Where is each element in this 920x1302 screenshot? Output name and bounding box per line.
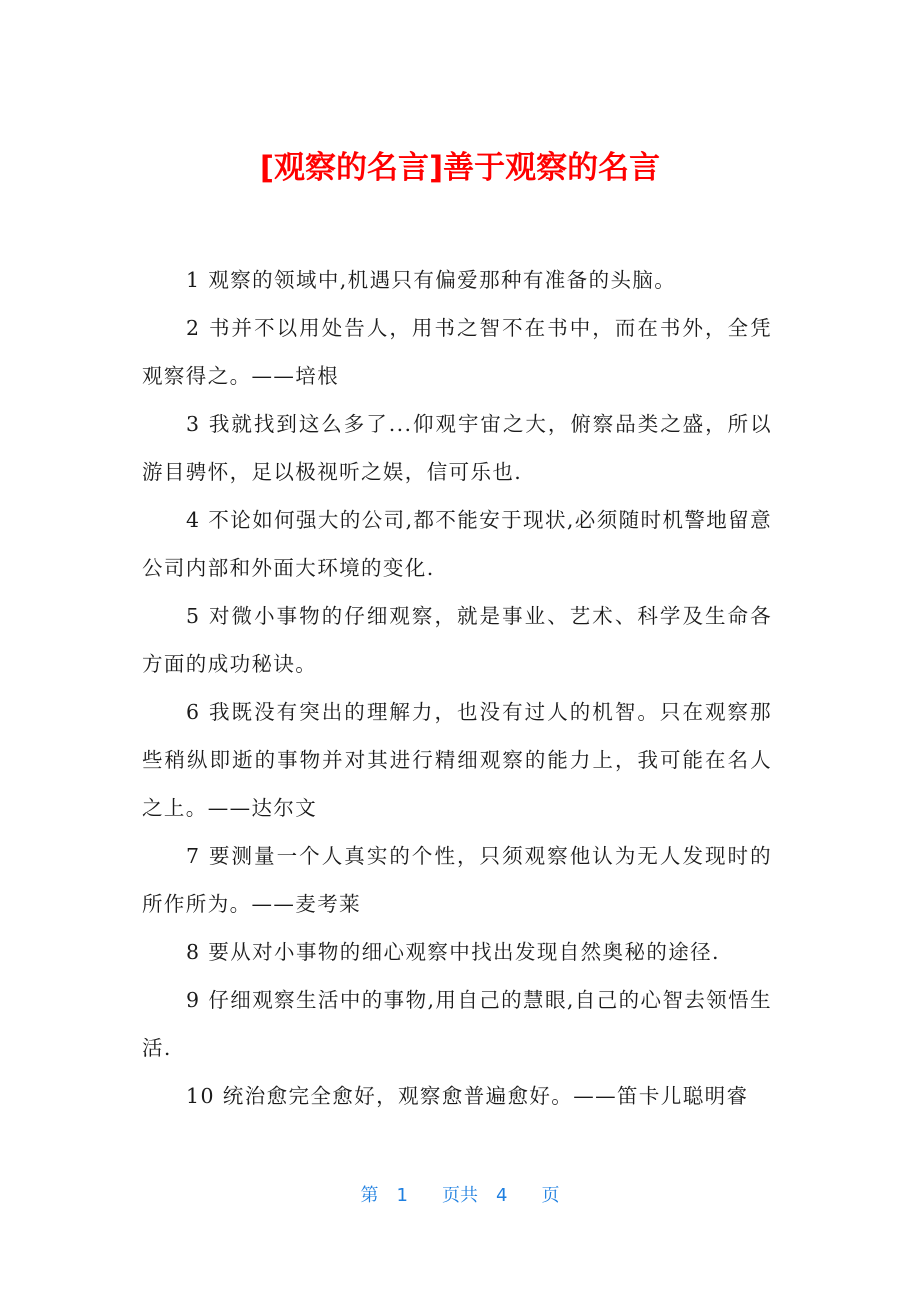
quote-paragraph-3: 3 我就找到这么多了...仰观宇宙之大，俯察品类之盛，所以游目骋怀，足以极视听之娱，信可乐也.	[142, 412, 772, 484]
quote-paragraph-7: 7 要测量一个人真实的个性，只须观察他认为无人发现时的所作所为。——麦考莱	[142, 844, 772, 916]
quote-paragraph-8: 8 要从对小事物的细心观察中找出发现自然奥秘的途径.	[186, 940, 720, 964]
total-pages-number: 4	[496, 1185, 508, 1206]
quote-paragraph-9: 9 仔细观察生活中的事物,用自己的慧眼,自己的心智去领悟生活.	[142, 988, 772, 1060]
quote-paragraph-2: 2 书并不以用处告人，用书之智不在书中，而在书外，全凭观察得之。——培根	[142, 316, 772, 388]
page-prefix: 第	[360, 1185, 379, 1206]
quote-paragraph-1: 1 观察的领域中,机遇只有偏爱那种有准备的头脑。	[186, 268, 677, 292]
page-footer	[0, 1184, 920, 1208]
quote-paragraph-6: 6 我既没有突出的理解力，也没有过人的机智。只在观察那些稍纵即逝的事物并对其进行精细观察的能力上，我可能在名人之上。——达尔文	[142, 700, 772, 820]
page-suffix: 页	[541, 1185, 560, 1206]
document-title: [观察的名言]善于观察的名言	[259, 150, 661, 186]
quote-paragraph-5: 5 对微小事物的仔细观察，就是事业、艺术、科学及生命各方面的成功秘诀。	[142, 604, 772, 676]
quote-paragraph-10: 10 统治愈完全愈好，观察愈普遍愈好。——笛卡儿聪明睿	[186, 1084, 749, 1108]
current-page-number: 1	[396, 1185, 408, 1206]
page-mid-label: 页共	[442, 1185, 478, 1206]
quote-paragraph-4: 4 不论如何强大的公司,都不能安于现状,必须随时机警地留意公司内部和外面大环境的变化.	[142, 508, 772, 580]
document-body	[142, 256, 772, 1120]
